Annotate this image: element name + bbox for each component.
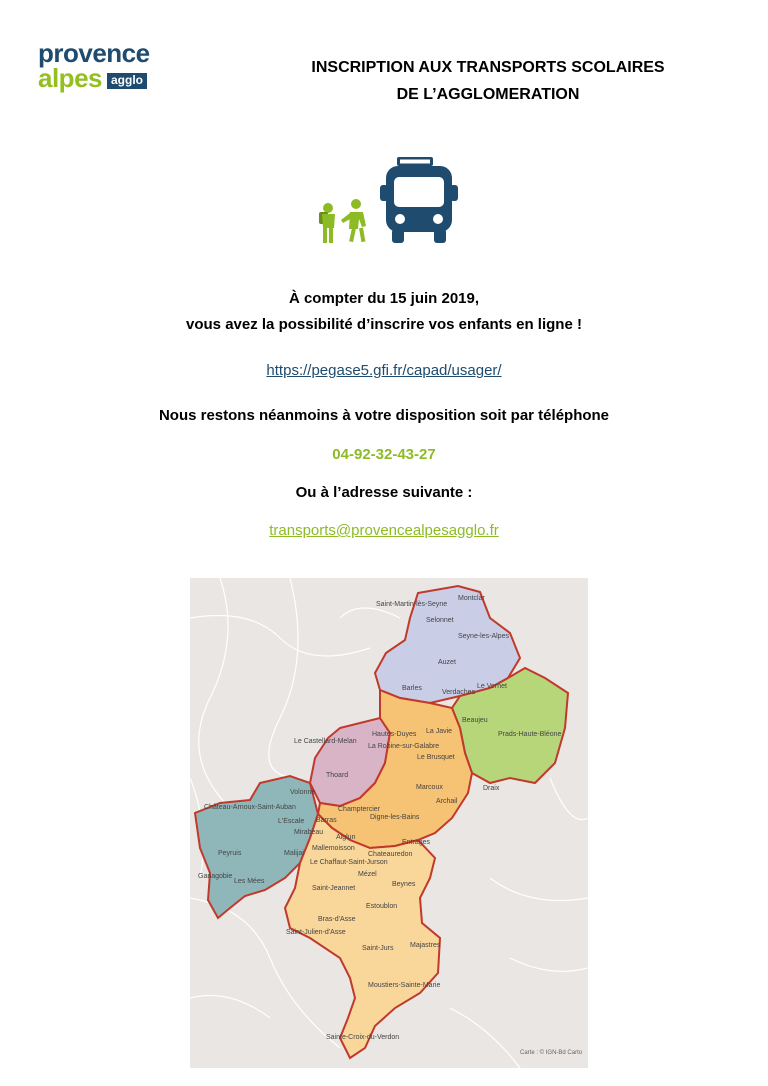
commune-label: Auzet <box>438 659 456 666</box>
phone-intro-text: Nous restons néanmoins à votre disposition soit par téléphone <box>158 407 610 424</box>
email-link[interactable]: transports@provencealpesagglo.fr <box>269 522 499 539</box>
intro-line-1: À compter du 15 juin 2019, <box>288 290 480 307</box>
commune-label: Digne-les-Bains <box>370 814 420 821</box>
address-intro-text: Ou à l’adresse suivante : <box>295 484 473 501</box>
commune-label: La Robine-sur-Galabre <box>368 743 440 750</box>
commune-label: Barras <box>316 817 337 824</box>
commune-label: Château-Arnoux-Saint-Auban <box>204 804 296 811</box>
commune-label: Thoard <box>326 772 349 779</box>
registration-link[interactable]: https://pegase5.gfi.fr/capad/usager/ <box>266 362 502 379</box>
map-credit: Carte : © IGN-Bd Carto <box>520 1050 583 1056</box>
territory-map <box>190 578 588 1068</box>
commune-label: Verdaches <box>442 689 476 696</box>
school-transport-illustration <box>312 157 462 249</box>
commune-label: Hautes-Duyes <box>372 731 417 738</box>
commune-label: Barles <box>402 685 422 692</box>
logo-text-alpes: alpes <box>38 63 102 93</box>
commune-label: Montclar <box>458 595 485 602</box>
commune-label: Marcoux <box>416 784 443 791</box>
commune-label: Moustiers-Sainte-Marie <box>368 982 441 989</box>
school-bus-icon <box>380 157 458 243</box>
commune-label: L'Escale <box>278 818 305 825</box>
commune-label: Saint-Jurs <box>362 945 394 952</box>
commune-label: Majastres <box>410 942 441 949</box>
document-title <box>268 54 708 108</box>
commune-label: Mirabeau <box>294 829 324 836</box>
commune-label: Malijai <box>284 850 304 857</box>
commune-label: Saint-Martin-lès-Seyne <box>376 601 448 608</box>
commune-label: Entrages <box>402 839 431 846</box>
commune-label: Draix <box>483 785 500 792</box>
children-icon <box>319 199 366 243</box>
commune-label: Beaujeu <box>462 717 488 724</box>
commune-label: Sainte-Croix-du-Verdon <box>326 1034 400 1041</box>
commune-label: Le Vernet <box>477 683 507 690</box>
commune-label: Le Brusquet <box>417 754 455 761</box>
logo-badge-agglo: agglo <box>107 73 147 89</box>
commune-label: Le Chaffaut-Saint-Jurson <box>310 859 388 866</box>
commune-label: Chateauredon <box>368 851 413 858</box>
commune-label: Le Castellard-Melan <box>294 738 357 745</box>
commune-label: Peyruis <box>218 850 242 857</box>
commune-label: Mézel <box>358 871 377 878</box>
commune-label: Selonnet <box>426 617 454 624</box>
commune-label: Bras-d'Asse <box>318 916 356 923</box>
logo-text-provence: provence <box>38 38 150 68</box>
commune-label: Beynes <box>392 881 416 888</box>
commune-label: Seyne-les-Alpes <box>458 633 509 640</box>
commune-label: Ganagobie <box>198 873 233 880</box>
commune-label: Volonne <box>290 789 316 796</box>
commune-label: Champtercier <box>338 806 381 813</box>
phone-number: 04-92-32-43-27 <box>332 446 436 463</box>
commune-label: Prads-Haute-Bléone <box>498 731 562 738</box>
commune-label: Mallemoisson <box>312 845 355 852</box>
intro-line-2: vous avez la possibilité d’inscrire vos enfants en ligne ! <box>186 316 582 333</box>
commune-label: Archail <box>436 798 458 805</box>
title-line-1: INSCRIPTION AUX TRANSPORTS SCOLAIRES <box>311 59 665 76</box>
commune-label: Saint-Jeannet <box>312 885 356 892</box>
commune-label: Les Mées <box>234 878 265 885</box>
commune-label: La Javie <box>426 728 453 735</box>
commune-label: Estoublon <box>366 903 398 910</box>
provence-alpes-agglo-logo <box>38 40 163 102</box>
title-line-2: DE L’AGGLOMERATION <box>396 86 580 103</box>
commune-label: Saint-Julien-d'Asse <box>286 929 346 936</box>
commune-label: Aiglun <box>336 834 356 841</box>
